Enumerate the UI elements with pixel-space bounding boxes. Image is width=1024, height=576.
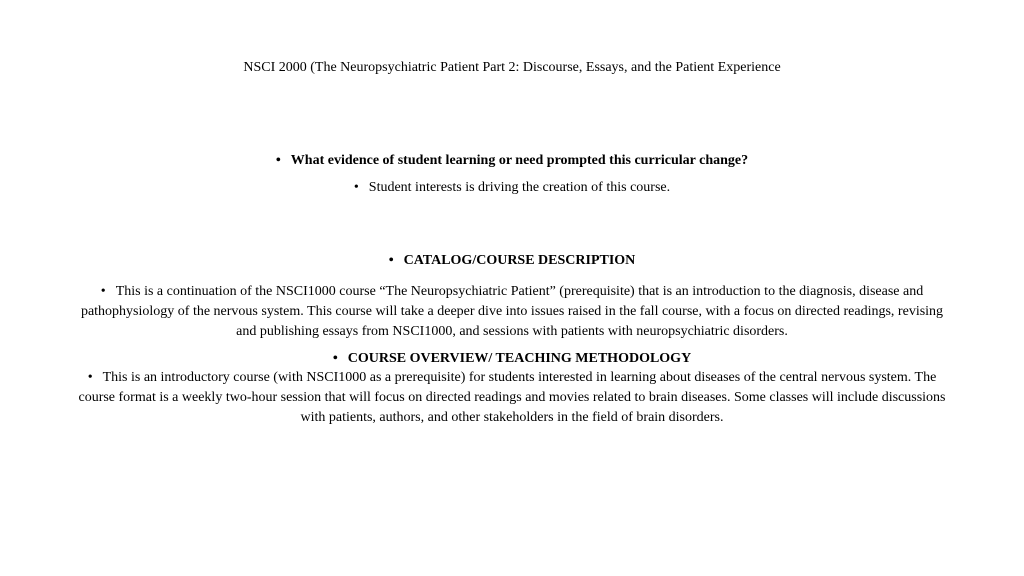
overview-description: • This is an introductory course (with NSCI1000 as a prerequisite) for students interested in learning about diseases of the central nervous system. The course format is a weekly two-hour session that will focus on directed readings and movies related to brain diseases. Some classes will include discussions with patients, authors, and other stakeholders in the field of brain disorders.	[78, 370, 946, 425]
evidence-answer: • Student interests is driving the creation of this course.	[353, 180, 671, 195]
bullet: •	[388, 253, 394, 268]
page-title: NSCI 2000 (The Neuropsychiatric Patient Part 2: Discourse, Essays, and the Patient Experience	[243, 60, 781, 75]
overview-heading: • COURSE OVERVIEW/ TEACHING METHODOLOGY	[332, 351, 692, 366]
catalog-heading: • CATALOG/COURSE DESCRIPTION	[388, 253, 636, 268]
evidence-question: • What evidence of student learning or need prompted this curricular change?	[275, 153, 749, 168]
bullet: •	[353, 180, 359, 195]
bullet: •	[275, 153, 281, 168]
catalog-description: • This is a continuation of the NSCI1000 course “The Neuropsychiatric Patient” (prerequisite) that is an introduction to the diagnosis, disease and pathophysiology of the nervous system. This course will take a deeper dive into issues raised in the fall course, with a focus on directed readings, revising and publishing essays from NSCI1000, and sessions with patients with neuropsychiatric disorders.	[80, 284, 944, 339]
bullet: •	[87, 370, 93, 385]
bullet: •	[100, 284, 106, 299]
bullet: •	[332, 351, 338, 366]
